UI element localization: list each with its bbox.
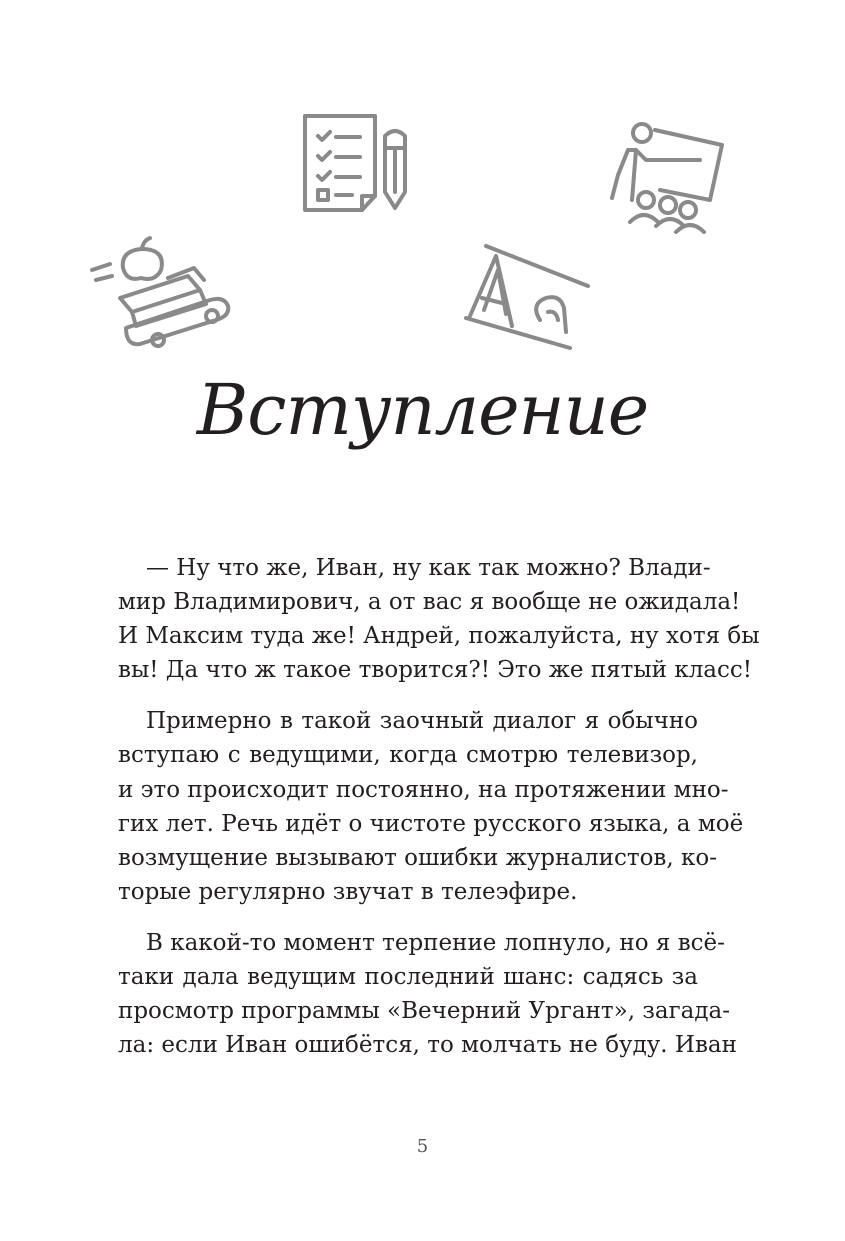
text-line: мир Владимирович, а от вас я вообще не ожидала! <box>118 589 741 616</box>
text-line: Примерно в такой заочный диалог я обычно <box>146 708 698 735</box>
paragraph <box>118 926 737 1062</box>
text-line: гих лет. Речь идёт о чистоте русского языка, а моё <box>118 810 744 837</box>
body-text <box>118 551 760 1079</box>
text-line: И Максим туда же! Андрей, пожалуйста, ну хотя бы <box>118 623 760 650</box>
chapter-title: Вступление <box>196 369 649 451</box>
paragraph <box>118 704 744 909</box>
text-line: — Ну что же, Иван, ну как так можно? Влади- <box>146 555 711 581</box>
checklist-pencil-icon <box>305 116 405 210</box>
text-line: В какой-то момент терпение лопнуло, но я всё- <box>146 929 725 956</box>
text-line: и это происходит постоянно, на протяжении мно- <box>118 776 729 803</box>
decorative-icons <box>0 0 845 360</box>
paragraph <box>118 551 760 687</box>
text-line: ла: если Иван ошибётся, то молчать не буду. Иван <box>118 1032 737 1059</box>
text-line: просмотр программы «Вечерний Ургант», загада- <box>118 998 731 1025</box>
text-line: вы! Да что ж такое творится?! Это же пятый класс! <box>118 657 753 684</box>
text-line: торые регулярно звучат в телеэфире. <box>118 878 578 905</box>
text-line: вступаю с ведущими, когда смотрю телевизор, <box>118 742 698 769</box>
apple-books-icon <box>92 238 228 346</box>
alphabet-letters-icon <box>466 246 588 348</box>
text-line: таки дала ведущим последний шанс: садясь за <box>118 964 698 991</box>
teacher-classroom-icon <box>612 124 722 232</box>
page-number: 5 <box>416 1136 429 1157</box>
text-line: возмущение вызывают ошибки журналистов, ко- <box>118 844 717 871</box>
